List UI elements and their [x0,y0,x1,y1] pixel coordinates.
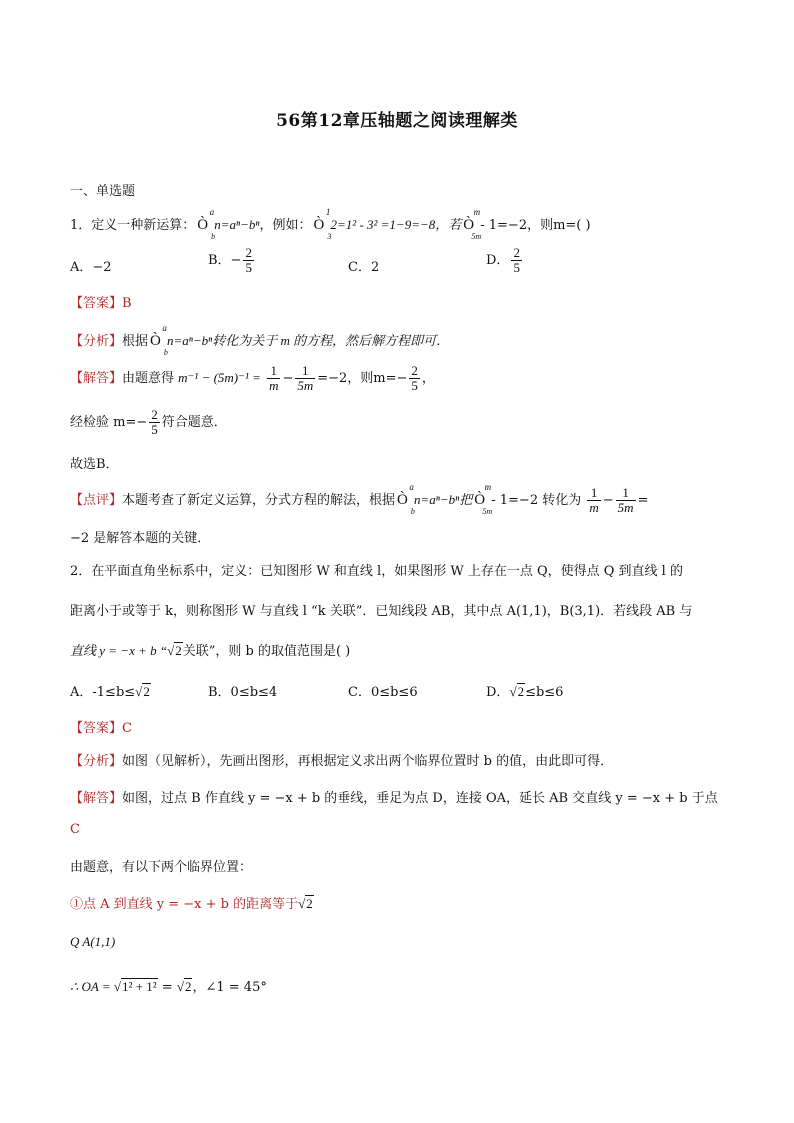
q2-since: Q A(1,1) [70,934,116,949]
q2-option-b: B．0≤b≤4 [208,685,278,700]
q1-option-b: B．− $\frac{2}{5}$ [208,245,252,275]
operator-icon: Ò m 5m [474,482,493,516]
question-2-line2: 距离小于或等于 k，则称图形 W 与直线 l “k 关联”．已知线段 AB，其中点 A(1,1)，B(3,1)．若线段 AB 与 [70,604,693,619]
q2-cases: 由题意，有以下两个临界位置： [70,860,253,875]
q2-solution: 【解答】如图，过点 B 作直线 y = −x + b 的垂线，垂足为点 D，连接 OA，延长 AB 交直线 y = −x + b 于点 [70,791,718,806]
q1-option-d: D． $\frac{2}{5}$ [486,245,520,275]
question-2-line1: 2．在平面直角坐标系中，定义：已知图形 W 和直线 l，如果图形 W 上存在一点 Q，使得点 Q 到直线 l 的 [70,564,683,579]
q2-therefore: ∴ OA = √1² + 1² = √2，∠1 = 45° [70,979,267,995]
q2-analysis: 【分析】如图（见解析），先画出图形，再根据定义求出两个临界位置时 b 的值，由此即可得． [70,754,614,769]
operator-icon: Ò a b [397,482,415,516]
q1-choose: 故选B． [70,457,119,472]
q1-solution: 【解答】由题意得 m⁻¹ − (5m)⁻¹ = $\frac{1}{m}$ − $\frac{1}{5m}$ =−2，则m=− $\frac{2}{5}$ ， [70,363,435,393]
operator-icon: Ò 1 3 [313,207,332,241]
q2-option-d: D．√2≤b≤6 [486,684,564,700]
q2-answer: 【答案】C [70,721,132,736]
page-title: 56第12章压轴题之阅读理解类 [276,111,518,131]
q2-option-a: A．-1≤b≤√2 [70,684,150,700]
question-1-stem: 1．定义一种新运算： Ò a b n=aⁿ−bⁿ，例如： Ò 1 3 2=1² - 3² =1−9=−8，若 Ò m 5m - 1=−2，则m=( ) [70,207,591,241]
operator-icon: Ò a b [150,323,168,357]
operator-icon: Ò m 5m [463,207,482,241]
question-2-line3: 直线 y = −x + b “√2关联”，则 b 的取值范围是( ) [70,643,351,659]
q2-solution-cont: C [70,822,80,837]
q1-option-a: A．−2 [70,260,112,275]
q1-check: 经检验 m=− $\frac{2}{5}$ 符合题意． [70,407,227,437]
q2-option-c: C．0≤b≤6 [348,685,418,700]
q2-case1: ①点 A 到直线 y = −x + b 的距离等于√2 [70,896,313,912]
q1-analysis: 【分析】根据 Ò a b n=aⁿ−bⁿ转化为关于 m 的方程，然后解方程即可． [70,323,450,357]
section-heading: 一、单选题 [70,184,136,199]
q1-answer: 【答案】B [70,296,132,311]
operator-icon: Ò a b [197,207,216,241]
q1-comment: 【点评】本题考查了新定义运算，分式方程的解法，根据 Ò a b n=aⁿ−bⁿ把 Ò m 5m - 1=−2 转化为 $\frac{1}{m}$ − $\frac{1}{5m}$ = [70,482,649,516]
q1-comment-cont: −2 是解答本题的关键． [70,531,211,546]
q1-option-c: C．2 [348,260,380,275]
